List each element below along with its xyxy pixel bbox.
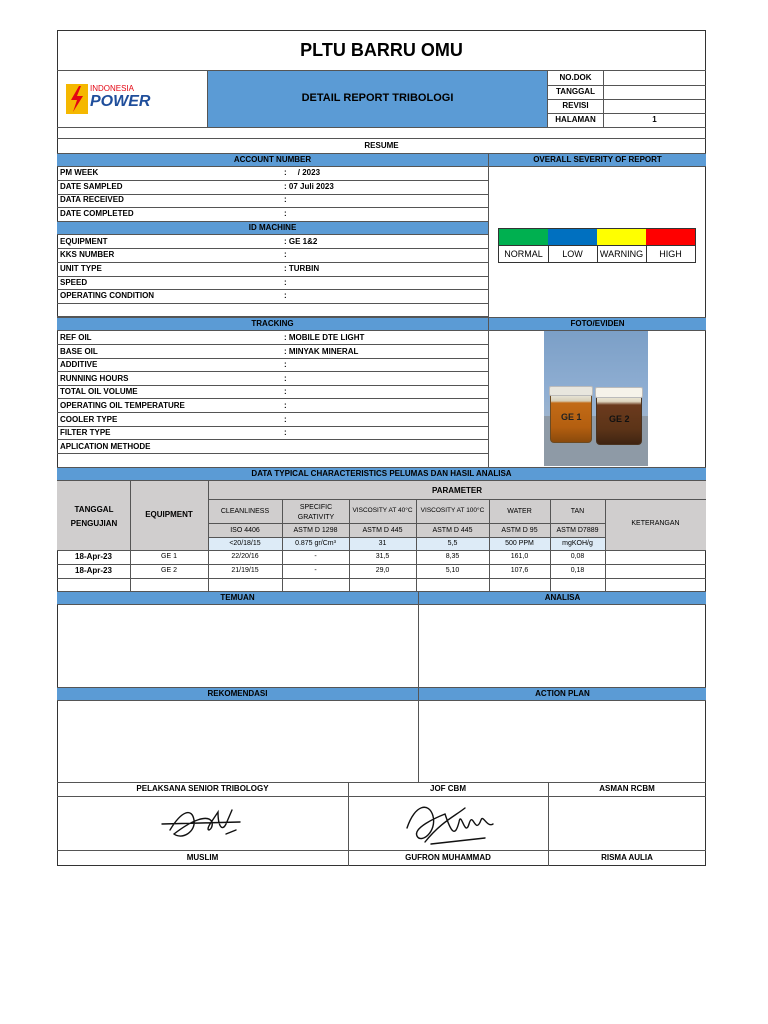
row2-date: 18-Apr-23 [75,566,112,575]
signature-gufron [395,798,505,850]
doc-value-page: 1 [652,115,657,124]
resume-heading: RESUME [364,141,399,150]
tracking-label-ref-oil: REF OIL [60,333,92,342]
row1-tan: 0,08 [570,553,585,560]
param-typical-cleanliness: <20/18/15 [229,540,261,547]
param-method-water: ASTM D 95 [501,527,538,534]
severity-high-swatch [646,229,695,245]
machine-value-speed: : [284,278,287,287]
severity-normal-label: NORMAL [504,249,543,259]
signature-role-tribology: PELAKSANA SENIOR TRIBOLOGY [136,784,269,793]
tracking-value-additive: : [284,360,287,369]
param-method-viscosity-40: ASTM D 445 [362,527,403,534]
tracking-value-oil-temperature: : [284,401,287,410]
machine-value-equipment: : GE 1&2 [284,237,318,246]
sample-jar-ge2: GE 2 [596,393,642,445]
doc-label-revision: REVISI [562,101,589,110]
machine-heading: ID MACHINE [248,223,297,232]
account-value-pm-week: : / 2023 [284,168,321,177]
tracking-value-filter-type: : [284,428,287,437]
company-logo [66,82,151,116]
param-typical-water: 500 PPM [505,540,534,547]
row1-water: 161,0 [510,553,529,560]
action-plan-heading: ACTION PLAN [535,689,590,698]
machine-value-operating-condition: : [284,291,287,300]
row1-equipment: GE 1 [161,553,177,560]
tracking-label-application-method: APLICATION METHODE [60,442,151,451]
row1-cleanliness: 22/20/16 [231,553,259,560]
account-value-data-received: : [284,195,287,204]
param-method-specific-gravity: ASTM D 1298 [293,527,338,534]
analysis-result-heading-bar [418,591,706,605]
row2-viscosity-40: 29,0 [375,567,390,574]
machine-heading-bar [57,221,488,235]
oil-sample-photo [544,331,648,466]
severity-heading: OVERALL SEVERITY OF REPORT [533,155,662,164]
tracking-label-total-oil-volume: TOTAL OIL VOLUME [60,387,138,396]
param-method-viscosity-100: ASTM D 445 [432,527,473,534]
row1-date: 18-Apr-23 [75,552,112,561]
findings-heading: TEMUAN [220,593,255,602]
machine-label-kks: KKS NUMBER [60,250,115,259]
signature-name-gufron: GUFRON MUHAMMAD [405,853,491,862]
account-label-pm-week: PM WEEK [60,168,99,177]
signature-name-risma: RISMA AULIA [601,853,653,862]
account-label-data-received: DATA RECEIVED [60,195,124,204]
param-typical-viscosity-40: 31 [378,540,387,547]
account-heading-bar [57,153,488,167]
severity-heading-bar [488,153,706,167]
photo-heading-bar [488,317,706,331]
logo-text-indonesia: INDONESIA [90,84,135,93]
action-plan-content [419,702,705,781]
tracking-label-base-oil: BASE OIL [60,347,98,356]
row2-specific-gravity: - [314,567,317,574]
lightning-icon [66,84,88,114]
tracking-value-running-hours: : [284,374,287,383]
machine-label-equipment: EQUIPMENT [60,237,108,246]
severity-scale [498,228,696,263]
tracking-label-oil-temperature: OPERATING OIL TEMPERATURE [60,401,185,410]
param-name-tan: TAN [570,508,585,515]
analysis-heading: DATA TYPICAL CHARACTERISTICS PELUMAS DAN HASIL ANALISA [251,469,512,478]
logo-text-power: POWER [90,93,151,110]
col-equipment-header: EQUIPMENT [145,510,193,519]
photo-heading: FOTO/EVIDEN [570,319,625,328]
findings-heading-bar [57,591,418,605]
severity-high-label: HIGH [659,249,682,259]
param-name-cleanliness: CLEANLINESS [220,508,270,515]
machine-label-speed: SPEED [60,278,88,287]
account-label-date-completed: DATE COMPLETED [60,209,134,218]
param-method-tan: ASTM D7889 [556,527,599,534]
param-name-specific-gravity: SPECIFIC GRATIVITY [297,504,335,521]
param-name-viscosity-100: VISCOSITY AT 100°C [420,507,485,514]
machine-value-kks: : [284,250,287,259]
recommendation-heading-bar [57,687,418,701]
analysis-heading-bar [57,467,706,481]
recommendation-content [58,702,417,781]
col-date-header: TANGGAL PENGUJIAN [70,505,118,528]
doc-label-date: TANGGAL [556,87,595,96]
tracking-heading: TRACKING [251,319,294,328]
severity-warning-swatch [597,229,647,245]
severity-normal-swatch [499,229,549,245]
tracking-heading-bar [57,317,488,331]
doc-label-no: NO.DOK [559,73,592,82]
severity-low-label: LOW [562,249,583,259]
tracking-value-ref-oil: : MOBILE DTE LIGHT [284,333,365,342]
sample-jar-ge1: GE 1 [550,391,592,443]
param-method-cleanliness: ISO 4406 [230,527,260,534]
analysis-result-content [419,606,705,686]
signature-name-muslim: MUSLIM [186,853,219,862]
param-typical-specific-gravity: 0.875 gr/Cm³ [295,540,336,547]
account-label-date-sampled: DATE SAMPLED [60,182,123,191]
report-title: PLTU BARRU OMU [300,40,463,60]
param-typical-viscosity-100: 5,5 [447,540,458,547]
signature-role-jof-cbm: JOF CBM [430,784,466,793]
col-remarks-header: KETERANGAN [631,520,680,527]
analysis-result-heading: ANALISA [544,593,581,602]
machine-value-unit-type: : TURBIN [284,264,320,273]
signature-muslim [152,800,252,846]
tracking-value-total-oil-volume: : [284,387,287,396]
tracking-label-filter-type: FILTER TYPE [60,428,111,437]
account-heading: ACCOUNT NUMBER [233,155,312,164]
account-value-date-completed: : [284,209,287,218]
row1-specific-gravity: - [314,553,317,560]
machine-label-operating-condition: OPERATING CONDITION [60,291,155,300]
recommendation-heading: REKOMENDASI [207,689,268,698]
row1-viscosity-100: 8,35 [445,553,460,560]
report-subtitle: DETAIL REPORT TRIBOLOGI [301,92,454,104]
tracking-label-additive: ADDITIVE [60,360,98,369]
account-value-date-sampled: : 07 Juli 2023 [284,182,334,191]
tracking-label-running-hours: RUNNING HOURS [60,374,129,383]
row2-equipment: GE 2 [161,567,177,574]
row2-tan: 0,18 [570,567,585,574]
param-name-water: WATER [507,508,532,515]
signature-role-asman: ASMAN RCBM [599,784,655,793]
param-typical-tan: mgKOH/g [562,540,593,547]
tracking-value-base-oil: : MINYAK MINERAL [284,347,359,356]
severity-warning-label: WARNING [599,249,644,259]
severity-low-swatch [548,229,598,245]
tracking-label-cooler-type: COOLER TYPE [60,415,118,424]
doc-label-page: HALAMAN [555,115,596,124]
row2-water: 107,6 [510,567,529,574]
row2-cleanliness: 21/19/15 [231,567,259,574]
tracking-value-cooler-type: : [284,415,287,424]
machine-label-unit-type: UNIT TYPE [60,264,102,273]
findings-content [58,606,417,686]
row1-viscosity-40: 31,5 [375,553,390,560]
col-parameter-header: PARAMETER [431,486,483,495]
row2-viscosity-100: 5,10 [445,567,460,574]
param-name-viscosity-40: VISCOSITY AT 40°C [352,507,413,514]
action-plan-heading-bar [418,687,706,701]
